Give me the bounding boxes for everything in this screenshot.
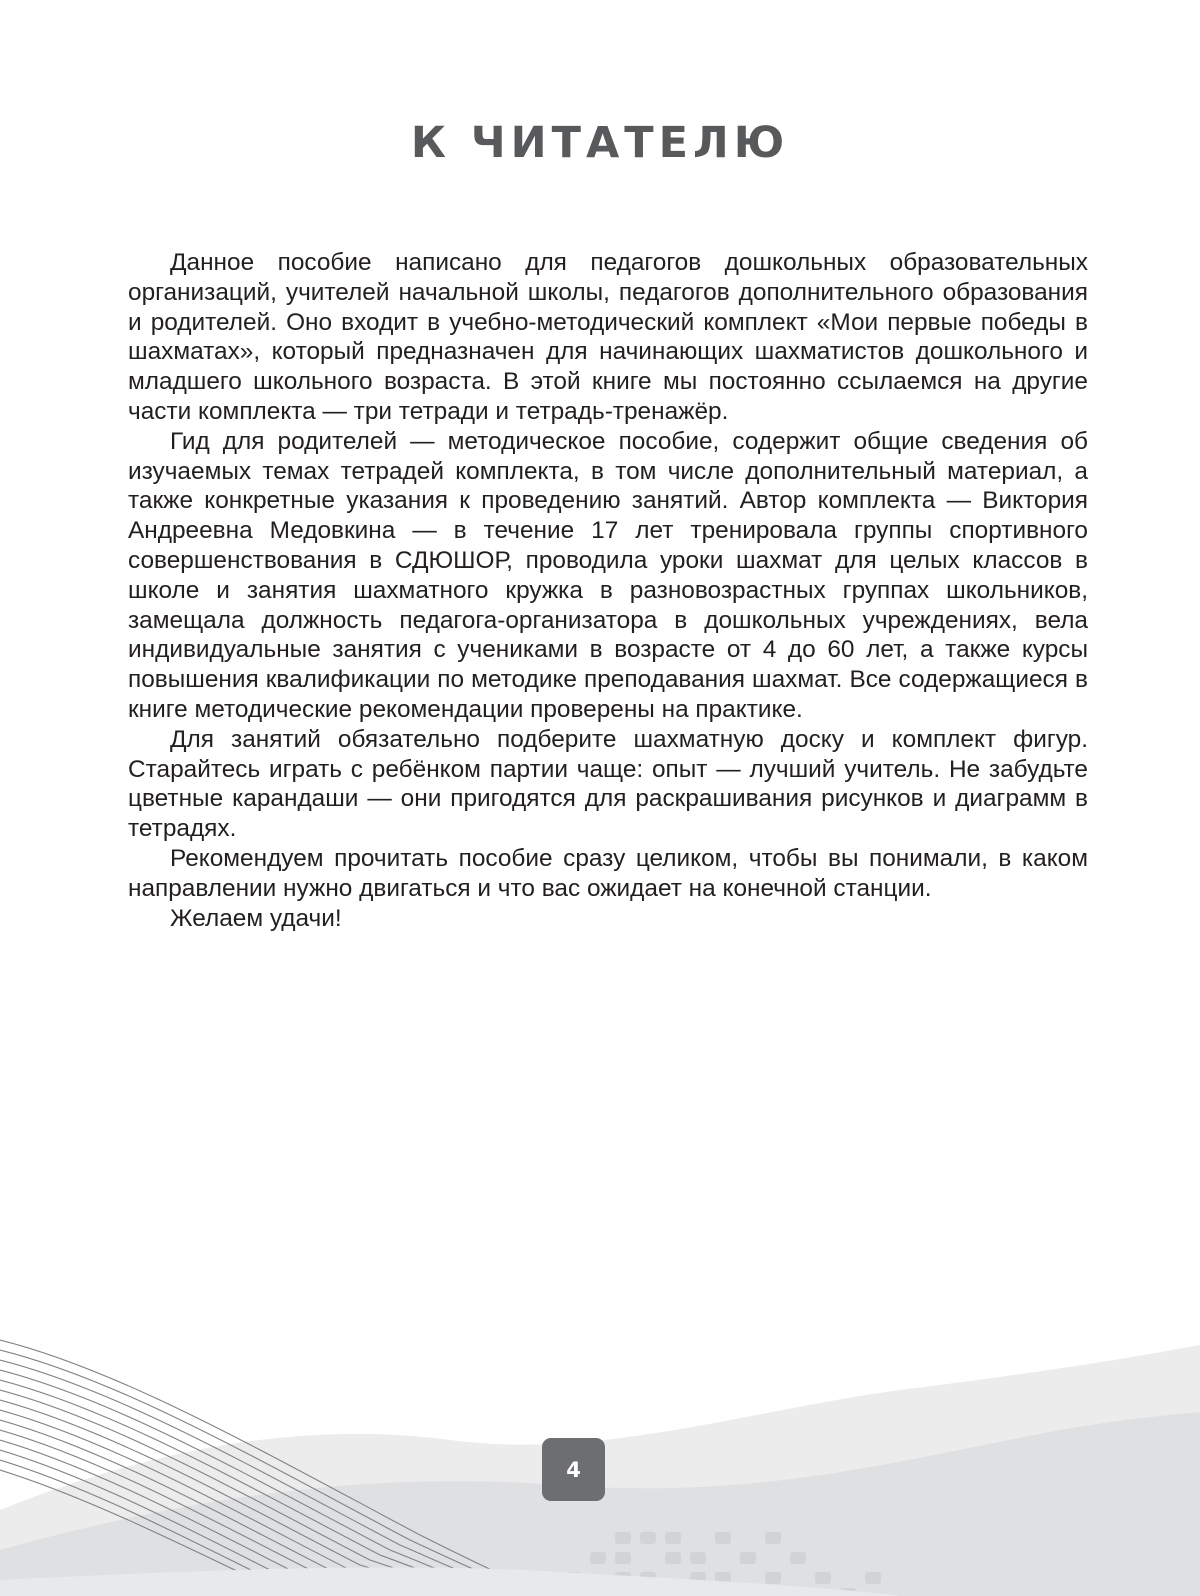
paragraph: Гид для родителей — методическое пособие, содержит общие сведения об изучаемых темах тетрадей комплекта, в том числе дополнительный материал, а также конкретные указания к проведению занятий. Автор комплекта — Виктория Андреевна Медовкина — в течение 17 лет тренировала группы спортивного совершенствования в СДЮШОР, проводила уроки шахмат для целых классов в школе и занятия шахматного кружка в разновозрастных группах школьников, замещала должность педагога-организатора в дошкольных учреждениях, вела индивидуальные занятия с учениками в возрасте от 4 до 60 лет, а также курсы повышения квалификации по методике преподавания шахмат. Все содержащиеся в книге методические рекомендации проверены на практике. (128, 427, 1088, 723)
paragraph: Данное пособие написано для педагогов дошкольных образовательных организаций, учителей начальной школы, педагогов дополнительного образования и родителей. Оно входит в учебно-методический комплект «Мои первые победы в шахматах», который предназначен для начинающих шахматистов дошкольного и младшего школьного возраста. В этой книге мы постоянно ссылаемся на другие части комплекта — три тетради и тетрадь-тренажёр. (128, 249, 1088, 425)
paragraph: Для занятий обязательно подберите шахматную доску и комплект фигур. Старайтесь играть с ребёнком партии чаще: опыт — лучший учитель. Не забудьте цветные карандаши — они пригодятся для раскрашивания рисунков и диаграмм в тетрадях. (128, 725, 1088, 843)
body-text (128, 248, 1088, 933)
paragraph: Рекомендуем прочитать пособие сразу целиком, чтобы вы понимали, в каком направлении нужно двигаться и что вас ожидает на конечной станции. (128, 844, 1088, 902)
page-number-badge (542, 1438, 605, 1501)
page-number: 4 (566, 1457, 581, 1482)
paragraph: Желаем удачи! (170, 904, 342, 932)
page-title: К ЧИТАТЕЛЮ (410, 118, 790, 168)
